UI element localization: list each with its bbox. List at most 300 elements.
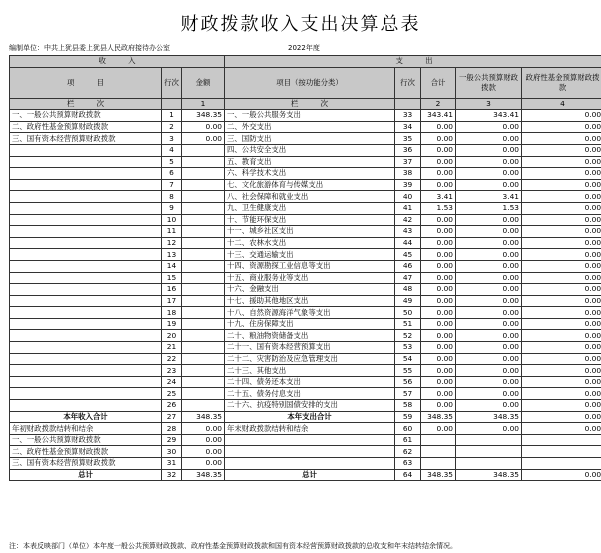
income-line-cell: 20 (162, 330, 182, 342)
income-item-cell: 二、政府性基金预算财政拨款 (10, 446, 162, 458)
income-item-cell: 三、国有资本经营预算财政拨款 (10, 458, 162, 470)
gov-fund-amount-cell: 0.00 (522, 272, 601, 284)
expense-item-cell: 十、节能环保支出 (225, 214, 395, 226)
expense-line-cell: 64 (395, 469, 421, 481)
expense-total-cell: 0.00 (421, 388, 456, 400)
year-label: 2022年度 (288, 44, 320, 52)
gov-fund-amount-cell: 0.00 (522, 179, 601, 191)
expense-line-cell: 59 (395, 411, 421, 423)
table-row (10, 330, 601, 342)
gov-fund-amount-cell: 0.00 (522, 411, 601, 423)
gov-fund-amount-cell: 0.00 (522, 342, 601, 354)
general-budget-amount-cell: 0.00 (456, 295, 522, 307)
general-budget-amount-cell: 0.00 (456, 133, 522, 145)
income-amount-cell: 0.00 (182, 446, 225, 458)
general-budget-amount-cell: 0.00 (456, 342, 522, 354)
gov-fund-amount-cell: 0.00 (522, 191, 601, 203)
table-row (10, 110, 601, 122)
general-budget-amount-cell: 348.35 (456, 469, 522, 481)
income-line-cell: 13 (162, 249, 182, 261)
income-item-cell (10, 272, 162, 284)
table-row (10, 191, 601, 203)
income-line-cell: 14 (162, 260, 182, 272)
expense-total-cell: 0.00 (421, 179, 456, 191)
expense-item-cell: 六、科学技术支出 (225, 168, 395, 180)
general-budget-amount-cell: 3.41 (456, 191, 522, 203)
expense-total-cell: 0.00 (421, 237, 456, 249)
gov-fund-amount-cell: 0.00 (522, 144, 601, 156)
general-budget-amount-cell (456, 434, 522, 446)
expense-total-cell: 1.53 (421, 202, 456, 214)
expense-line-cell: 50 (395, 307, 421, 319)
expense-line-cell: 43 (395, 226, 421, 238)
income-amount-header: 金额 (182, 67, 225, 98)
table-row (10, 179, 601, 191)
income-amount-cell: 348.35 (182, 469, 225, 481)
expense-total-cell: 0.00 (421, 365, 456, 377)
expense-total-cell: 0.00 (421, 307, 456, 319)
expense-item-cell: 本年支出合计 (225, 411, 395, 423)
table-row (10, 423, 601, 435)
gov-fund-amount-cell: 0.00 (522, 400, 601, 412)
expense-total-cell: 343.41 (421, 110, 456, 122)
income-amount-cell: 0.00 (182, 133, 225, 145)
expense-total-cell: 0.00 (421, 330, 456, 342)
income-line-cell: 30 (162, 446, 182, 458)
table-row (10, 469, 601, 481)
general-budget-amount-cell: 0.00 (456, 226, 522, 238)
expense-item-cell: 十四、资源勘探工业信息等支出 (225, 260, 395, 272)
expense-total-cell: 0.00 (421, 342, 456, 354)
gov-fund-amount-cell: 0.00 (522, 260, 601, 272)
income-amount-cell (182, 307, 225, 319)
table-row (10, 156, 601, 168)
table-row (10, 307, 601, 319)
expense-item-cell: 十一、城乡社区支出 (225, 226, 395, 238)
gov-fund-amount-cell: 0.00 (522, 214, 601, 226)
general-budget-amount-cell: 0.00 (456, 214, 522, 226)
income-item-header: 项 目 (10, 67, 162, 98)
income-amount-cell (182, 260, 225, 272)
expense-total-cell: 0.00 (421, 423, 456, 435)
income-line-cell: 16 (162, 284, 182, 296)
column-index-label: 栏 次 (10, 98, 162, 110)
income-line-cell: 10 (162, 214, 182, 226)
income-line-cell: 8 (162, 191, 182, 203)
general-budget-amount-cell: 0.00 (456, 318, 522, 330)
expense-item-cell: 十五、商业服务业等支出 (225, 272, 395, 284)
table-row (10, 144, 601, 156)
expense-item-cell: 年末财政拨款结转和结余 (225, 423, 395, 435)
expense-total-header: 合计 (421, 67, 456, 98)
expense-line-cell: 52 (395, 330, 421, 342)
income-line-cell: 27 (162, 411, 182, 423)
gov-fund-amount-cell: 0.00 (522, 318, 601, 330)
general-budget-amount-cell: 0.00 (456, 121, 522, 133)
expense-item-cell: 总计 (225, 469, 395, 481)
income-amount-cell (182, 284, 225, 296)
table-row (10, 434, 601, 446)
table-row (10, 214, 601, 226)
gov-fund-amount-cell: 0.00 (522, 330, 601, 342)
expense-line-cell: 41 (395, 202, 421, 214)
table-row (10, 376, 601, 388)
expense-item-cell: 三、国防支出 (225, 133, 395, 145)
income-line-cell: 31 (162, 458, 182, 470)
general-budget-amount-cell: 348.35 (456, 411, 522, 423)
income-line-cell: 29 (162, 434, 182, 446)
expense-line-cell: 33 (395, 110, 421, 122)
income-line-cell: 19 (162, 318, 182, 330)
expense-line-cell: 38 (395, 168, 421, 180)
gov-fund-amount-cell: 0.00 (522, 284, 601, 296)
income-amount-cell (182, 179, 225, 191)
income-line-cell: 6 (162, 168, 182, 180)
table-row (10, 121, 601, 133)
table-row (10, 237, 601, 249)
general-budget-amount-cell: 0.00 (456, 376, 522, 388)
income-line-cell: 7 (162, 179, 182, 191)
income-amount-cell (182, 214, 225, 226)
income-line-cell: 18 (162, 307, 182, 319)
gov-fund-amount-cell (522, 446, 601, 458)
column-number: 1 (182, 98, 225, 110)
expense-line-cell: 58 (395, 400, 421, 412)
table-row (10, 226, 601, 238)
gov-fund-amount-cell: 0.00 (522, 226, 601, 238)
income-line-cell: 24 (162, 376, 182, 388)
expense-header: 支 出 (225, 56, 601, 68)
income-item-cell (10, 284, 162, 296)
expense-item-cell: 十六、金融支出 (225, 284, 395, 296)
gov-fund-amount-cell: 0.00 (522, 156, 601, 168)
income-item-cell (10, 249, 162, 261)
column-number: 2 (421, 98, 456, 110)
expense-line-cell: 48 (395, 284, 421, 296)
gov-fund-amount-cell: 0.00 (522, 295, 601, 307)
expense-item-cell: 二十六、抗疫特别国债安排的支出 (225, 400, 395, 412)
expense-line-cell: 35 (395, 133, 421, 145)
expense-item-cell: 九、卫生健康支出 (225, 202, 395, 214)
income-item-cell (10, 156, 162, 168)
expense-item-header: 项目（按功能分类） (225, 67, 395, 98)
general-budget-amount-cell: 0.00 (456, 249, 522, 261)
income-line-cell: 17 (162, 295, 182, 307)
expense-line-cell: 62 (395, 446, 421, 458)
expense-line-cell: 51 (395, 318, 421, 330)
income-amount-cell: 348.35 (182, 411, 225, 423)
income-item-cell (10, 260, 162, 272)
income-line-cell: 25 (162, 388, 182, 400)
table-row (10, 272, 601, 284)
expense-line-header: 行次 (395, 67, 421, 98)
expense-total-cell: 0.00 (421, 376, 456, 388)
income-amount-cell (182, 249, 225, 261)
expense-line-cell: 57 (395, 388, 421, 400)
income-amount-cell (182, 295, 225, 307)
footnote: 注：本表反映部门（单位）本年度一般公共预算财政拨款、政府性基金预算财政拨款和国有资本经营预算财政拨款的总收支和年末结转结余情况。 (9, 542, 457, 550)
budget-table (9, 55, 601, 481)
table-row (10, 446, 601, 458)
general-budget-header: 一般公共预算财政拨款 (456, 67, 522, 98)
income-item-cell (10, 226, 162, 238)
expense-line-cell: 47 (395, 272, 421, 284)
column-number: 3 (456, 98, 522, 110)
expense-total-cell: 348.35 (421, 411, 456, 423)
expense-item-cell: 二十五、债务付息支出 (225, 388, 395, 400)
income-amount-cell (182, 202, 225, 214)
income-amount-cell (182, 365, 225, 377)
expense-line-cell: 45 (395, 249, 421, 261)
expense-line-cell: 40 (395, 191, 421, 203)
table-row (10, 318, 601, 330)
expense-item-cell (225, 446, 395, 458)
income-line-cell: 11 (162, 226, 182, 238)
expense-total-cell (421, 434, 456, 446)
income-item-cell (10, 400, 162, 412)
expense-item-cell: 二十、粮油物资储备支出 (225, 330, 395, 342)
income-item-cell (10, 295, 162, 307)
expense-item-cell: 二十二、灾害防治及应急管理支出 (225, 353, 395, 365)
income-item-cell (10, 214, 162, 226)
income-item-cell: 一、一般公共预算财政拨款 (10, 110, 162, 122)
general-budget-amount-cell: 0.00 (456, 307, 522, 319)
column-number: 4 (522, 98, 601, 110)
gov-fund-header: 政府性基金预算财政拨款 (522, 67, 601, 98)
gov-fund-amount-cell: 0.00 (522, 237, 601, 249)
income-amount-cell (182, 272, 225, 284)
gov-fund-amount-cell: 0.00 (522, 202, 601, 214)
general-budget-amount-cell: 0.00 (456, 260, 522, 272)
table-row (10, 202, 601, 214)
expense-line-cell: 53 (395, 342, 421, 354)
income-amount-cell (182, 342, 225, 354)
income-item-cell (10, 144, 162, 156)
income-amount-cell (182, 353, 225, 365)
gov-fund-amount-cell: 0.00 (522, 423, 601, 435)
general-budget-amount-cell: 0.00 (456, 168, 522, 180)
income-line-cell: 26 (162, 400, 182, 412)
general-budget-amount-cell (456, 446, 522, 458)
expense-item-cell: 十八、自然资源海洋气象等支出 (225, 307, 395, 319)
expense-item-cell: 十二、农林水支出 (225, 237, 395, 249)
income-amount-cell (182, 330, 225, 342)
gov-fund-amount-cell (522, 458, 601, 470)
expense-line-cell: 39 (395, 179, 421, 191)
income-amount-cell (182, 376, 225, 388)
income-item-cell (10, 307, 162, 319)
expense-item-cell: 十九、住房保障支出 (225, 318, 395, 330)
income-amount-cell (182, 144, 225, 156)
expense-item-cell: 七、文化旅游体育与传媒支出 (225, 179, 395, 191)
income-line-cell: 21 (162, 342, 182, 354)
general-budget-amount-cell: 0.00 (456, 272, 522, 284)
income-item-cell (10, 202, 162, 214)
income-amount-cell: 0.00 (182, 423, 225, 435)
table-row (10, 365, 601, 377)
column-index-label: 栏 次 (225, 98, 395, 110)
income-item-cell (10, 168, 162, 180)
expense-line-cell: 36 (395, 144, 421, 156)
table-row (10, 284, 601, 296)
expense-total-cell (421, 446, 456, 458)
expense-total-cell: 0.00 (421, 295, 456, 307)
income-amount-cell (182, 226, 225, 238)
income-line-cell: 3 (162, 133, 182, 145)
gov-fund-amount-cell: 0.00 (522, 388, 601, 400)
expense-line-cell: 61 (395, 434, 421, 446)
income-item-cell (10, 365, 162, 377)
income-header: 收 入 (10, 56, 225, 68)
gov-fund-amount-cell: 0.00 (522, 168, 601, 180)
expense-line-cell: 37 (395, 156, 421, 168)
expense-line-cell: 42 (395, 214, 421, 226)
income-item-cell (10, 353, 162, 365)
gov-fund-amount-cell: 0.00 (522, 353, 601, 365)
expense-line-cell: 60 (395, 423, 421, 435)
general-budget-amount-cell: 0.00 (456, 284, 522, 296)
expense-total-cell (421, 458, 456, 470)
expense-total-cell: 0.00 (421, 133, 456, 145)
general-budget-amount-cell: 0.00 (456, 353, 522, 365)
general-budget-amount-cell: 0.00 (456, 388, 522, 400)
income-item-cell: 二、政府性基金预算财政拨款 (10, 121, 162, 133)
income-line-cell: 2 (162, 121, 182, 133)
income-amount-cell: 0.00 (182, 434, 225, 446)
income-line-cell: 9 (162, 202, 182, 214)
income-amount-cell (182, 318, 225, 330)
expense-line-cell: 54 (395, 353, 421, 365)
expense-total-cell: 0.00 (421, 214, 456, 226)
expense-total-cell: 0.00 (421, 400, 456, 412)
income-line-cell: 1 (162, 110, 182, 122)
table-row (10, 249, 601, 261)
income-amount-cell (182, 168, 225, 180)
income-amount-cell (182, 400, 225, 412)
table-row (10, 295, 601, 307)
income-item-cell: 总计 (10, 469, 162, 481)
expense-item-cell: 二、外交支出 (225, 121, 395, 133)
income-item-cell: 三、国有资本经营预算财政拨款 (10, 133, 162, 145)
expense-item-cell (225, 458, 395, 470)
general-budget-amount-cell: 0.00 (456, 156, 522, 168)
income-item-cell (10, 191, 162, 203)
gov-fund-amount-cell: 0.00 (522, 469, 601, 481)
gov-fund-amount-cell: 0.00 (522, 121, 601, 133)
table-row (10, 260, 601, 272)
general-budget-amount-cell: 0.00 (456, 365, 522, 377)
expense-line-cell: 34 (395, 121, 421, 133)
general-budget-amount-cell: 0.00 (456, 400, 522, 412)
expense-total-cell: 0.00 (421, 260, 456, 272)
expense-line-cell: 63 (395, 458, 421, 470)
expense-total-cell: 0.00 (421, 284, 456, 296)
expense-line-cell: 56 (395, 376, 421, 388)
expense-total-cell: 0.00 (421, 249, 456, 261)
gov-fund-amount-cell: 0.00 (522, 365, 601, 377)
general-budget-amount-cell: 0.00 (456, 237, 522, 249)
income-item-cell: 本年收入合计 (10, 411, 162, 423)
expense-total-cell: 0.00 (421, 353, 456, 365)
expense-total-cell: 0.00 (421, 318, 456, 330)
income-line-header: 行次 (162, 67, 182, 98)
expense-total-cell: 0.00 (421, 121, 456, 133)
income-amount-cell (182, 156, 225, 168)
income-item-cell (10, 237, 162, 249)
expense-item-cell: 十七、援助其他地区支出 (225, 295, 395, 307)
gov-fund-amount-cell: 0.00 (522, 133, 601, 145)
table-row (10, 168, 601, 180)
income-item-cell (10, 179, 162, 191)
table-row (10, 353, 601, 365)
gov-fund-amount-cell: 0.00 (522, 249, 601, 261)
expense-item-cell: 四、公共安全支出 (225, 144, 395, 156)
income-amount-cell (182, 237, 225, 249)
expense-line-cell: 55 (395, 365, 421, 377)
gov-fund-amount-cell: 0.00 (522, 307, 601, 319)
income-item-cell (10, 342, 162, 354)
general-budget-amount-cell: 0.00 (456, 423, 522, 435)
page-title: 财政拨款收入支出决算总表 (180, 14, 421, 35)
table-row (10, 458, 601, 470)
gov-fund-amount-cell: 0.00 (522, 376, 601, 388)
expense-total-cell: 0.00 (421, 168, 456, 180)
income-line-cell: 28 (162, 423, 182, 435)
expense-item-cell: 一、一般公共服务支出 (225, 110, 395, 122)
income-line-cell: 15 (162, 272, 182, 284)
income-line-cell: 32 (162, 469, 182, 481)
expense-item-cell: 二十一、国有资本经营预算支出 (225, 342, 395, 354)
table-row (10, 388, 601, 400)
expense-item-cell: 五、教育支出 (225, 156, 395, 168)
expense-line-cell: 49 (395, 295, 421, 307)
income-amount-cell: 0.00 (182, 458, 225, 470)
org-label: 编制单位：中共上犹县委上犹县人民政府接待办公室 (9, 44, 170, 52)
expense-total-cell: 0.00 (421, 156, 456, 168)
expense-total-cell: 0.00 (421, 272, 456, 284)
table-row (10, 342, 601, 354)
expense-line-cell: 44 (395, 237, 421, 249)
income-amount-cell (182, 388, 225, 400)
expense-total-cell: 0.00 (421, 144, 456, 156)
table-row (10, 400, 601, 412)
expense-item-cell: 十三、交通运输支出 (225, 249, 395, 261)
general-budget-amount-cell: 0.00 (456, 330, 522, 342)
income-line-cell: 12 (162, 237, 182, 249)
general-budget-amount-cell: 343.41 (456, 110, 522, 122)
expense-item-cell: 二十三、其他支出 (225, 365, 395, 377)
income-amount-cell: 0.00 (182, 121, 225, 133)
expense-total-cell: 3.41 (421, 191, 456, 203)
income-amount-cell (182, 191, 225, 203)
general-budget-amount-cell: 0.00 (456, 144, 522, 156)
income-item-cell (10, 388, 162, 400)
expense-total-cell: 0.00 (421, 226, 456, 238)
expense-line-cell: 46 (395, 260, 421, 272)
income-item-cell (10, 376, 162, 388)
expense-item-cell: 八、社会保障和就业支出 (225, 191, 395, 203)
income-item-cell: 年初财政拨款结转和结余 (10, 423, 162, 435)
income-line-cell: 22 (162, 353, 182, 365)
expense-total-cell: 348.35 (421, 469, 456, 481)
gov-fund-amount-cell: 0.00 (522, 110, 601, 122)
expense-item-cell (225, 434, 395, 446)
income-amount-cell: 348.35 (182, 110, 225, 122)
general-budget-amount-cell (456, 458, 522, 470)
general-budget-amount-cell: 0.00 (456, 179, 522, 191)
income-item-cell (10, 330, 162, 342)
income-line-cell: 4 (162, 144, 182, 156)
